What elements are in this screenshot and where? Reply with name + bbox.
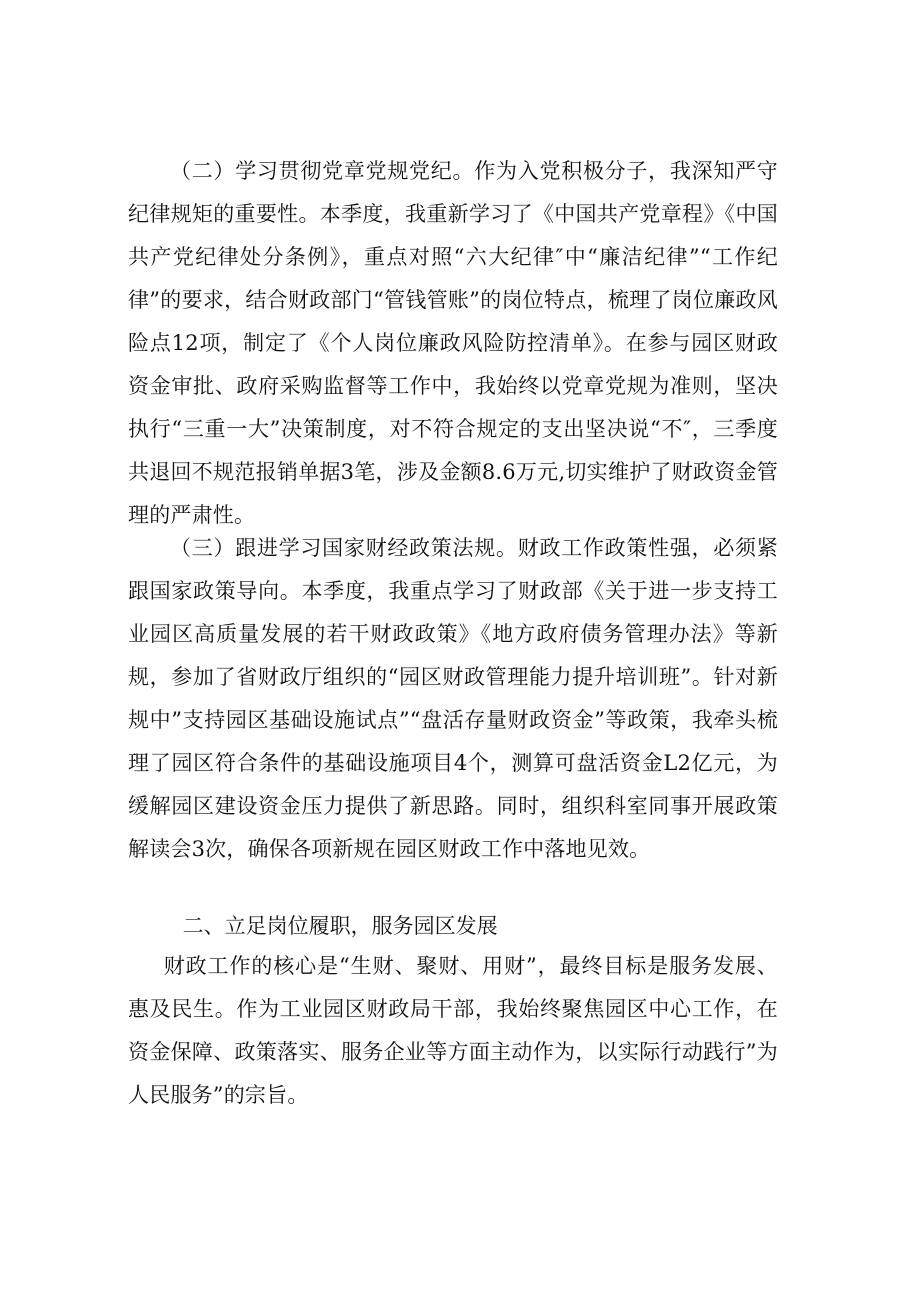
paragraph-text: （二）学习贯彻党章党规党纪。作为入党积极分子，我深知严守纪律规矩的重要性。本季度，我重新学习了《中国共产党章程》《中国共产党纪律处分条例》，重点对照“六大纪律″中“廉洁纪律”“工作纪律”的要求，结合财政部门“管钱管账”的岗位特点，梳理了岗位廉政风险点12项，制定了《个人岗位廉政风险防控清单》。在参与园区财政资金审批、政府采购监督等工作中，我始终以党章党规为准则，坚决执行“三重一大”决策制度，对不符合规定的支出坚决说“不″，三季度共退回不规范报销单据3笔，涉及金额8.6万元,切实维护了财政资金管理的严肃性。 [128, 159, 778, 527]
paragraph-text: 财政工作的核心是“生财、聚财、用财”，最终目标是服务发展、惠及民生。作为工业园区财政局干部，我始终聚焦园区中心工作，在资金保障、政策落实、服务企业等方面主动作为，以实际行动践行”为人民服务”的宗旨。 [128, 954, 778, 1107]
paragraph-party-discipline [128, 150, 778, 537]
section-heading-text: 二、立足岗位履职，服务园区发展 [182, 914, 498, 938]
paragraph-intro [128, 945, 778, 1117]
section-heading [128, 905, 778, 948]
paragraph-fiscal-policy [128, 527, 778, 871]
paragraph-text: （三）跟进学习国家财经政策法规。财政工作政策性强，必须紧跟国家政策导向。本季度，我重点学习了财政部《关于进一步支持工业园区高质量发展的若干财政政策》《地方政府债务管理办法》等新规，参加了省财政厅组织的“园区财政管理能力提升培训班”。针对新规中”支持园区基础设施试点”“盘活存量财政资金”等政策，我牵头梳理了园区符合条件的基础设施项目4个，测算可盘活资金L2亿元，为缓解园区建设资金压力提供了新思路。同时，组织科室同事开展政策解读会3次，确保各项新规在园区财政工作中落地见效。 [128, 536, 778, 861]
